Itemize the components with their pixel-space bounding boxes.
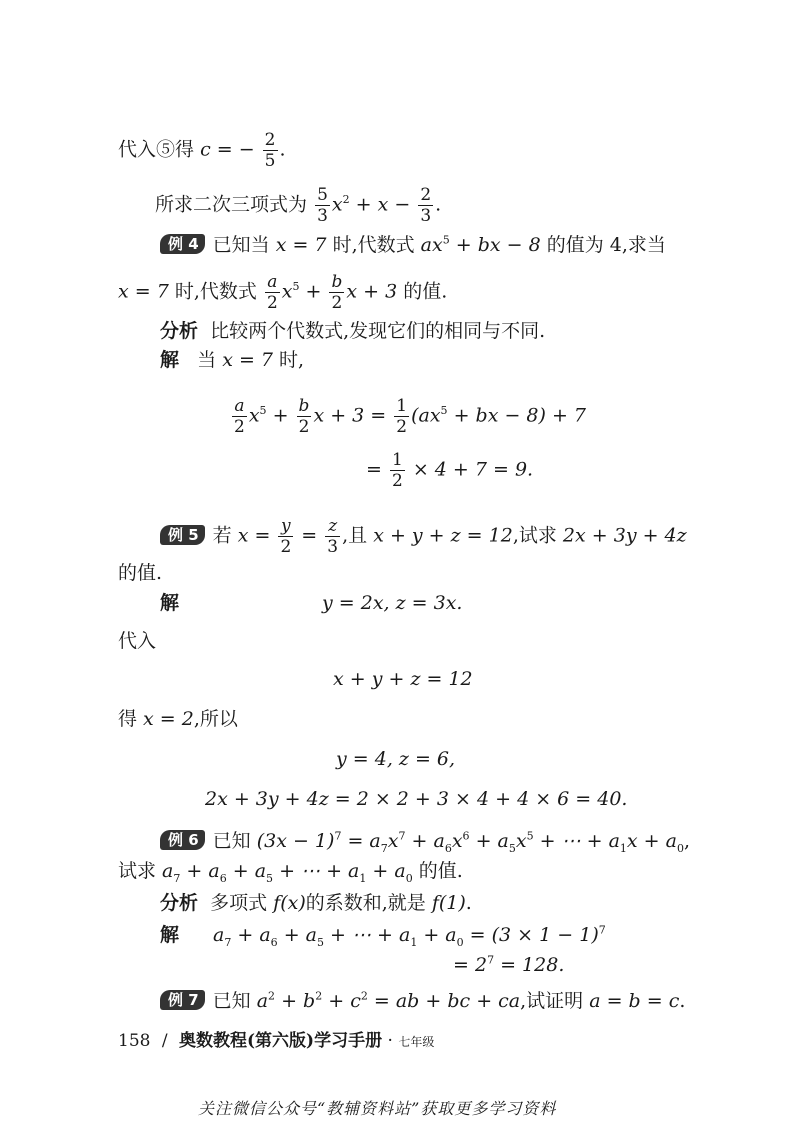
example-5-solution <box>160 590 179 616</box>
text: 的值. <box>412 860 463 882</box>
numerator: 1 <box>391 450 403 470</box>
subscript: 6 <box>219 871 227 885</box>
exponent: 5 <box>526 829 534 843</box>
numerator: 1 <box>396 396 408 416</box>
math: = <box>366 458 388 481</box>
page-footer <box>118 1026 434 1051</box>
math: + x − <box>349 193 411 216</box>
example-5-badge: 例 5 <box>160 525 205 545</box>
example-4-line1 <box>160 232 666 258</box>
math: x <box>248 404 260 427</box>
fraction <box>390 450 405 491</box>
math: 2x + 3y + 4z <box>562 524 687 547</box>
math: + bx − 8 <box>449 234 541 256</box>
denominator: 2 <box>391 471 403 491</box>
text: 当 <box>197 349 223 371</box>
math: f(1) <box>431 892 466 914</box>
exponent: 6 <box>462 829 470 843</box>
solution-line-c <box>118 130 286 171</box>
math: + a <box>180 860 220 882</box>
denominator: 2 <box>329 292 344 313</box>
denominator: 2 <box>280 537 292 557</box>
watermark-text: 关注微信公众号“教辅资料站”获取更多学习资料 <box>198 1099 557 1118</box>
solution-label: 解 <box>160 924 180 946</box>
math: = 128. <box>494 954 565 976</box>
math: + ⋯ + a <box>273 860 360 882</box>
exponent: 7 <box>598 923 606 937</box>
subscript: 0 <box>456 935 464 949</box>
denominator: 5 <box>264 151 276 171</box>
example-5-get <box>118 706 238 732</box>
exponent: 5 <box>259 404 267 418</box>
math: ax <box>420 234 443 256</box>
text: 所求二次三项式为 <box>155 193 308 216</box>
solution-label: 解 <box>160 349 180 371</box>
footer-dot: · <box>387 1031 393 1051</box>
numerator: b <box>331 272 343 292</box>
math: x + 3 = <box>313 404 393 427</box>
text: , <box>683 830 690 852</box>
text: . <box>679 990 686 1012</box>
example-5-line2 <box>118 560 162 586</box>
subscript: 1 <box>410 935 418 949</box>
subscript: 0 <box>405 871 413 885</box>
example-6-analysis <box>160 890 472 916</box>
text: ,试证明 <box>520 990 590 1012</box>
text: . <box>279 138 286 161</box>
math: + bx − 8) + 7 <box>447 404 587 427</box>
math: x <box>281 280 293 303</box>
math: x <box>331 193 343 216</box>
numerator: 2 <box>420 185 432 205</box>
example-5-equation-2 <box>336 746 455 772</box>
numerator: a <box>234 396 245 416</box>
example-4-line2 <box>118 272 447 313</box>
exponent: 7 <box>334 829 342 843</box>
exponent: 5 <box>442 233 450 247</box>
text: 已知 <box>212 830 257 852</box>
example-4-equation-1 <box>230 396 586 437</box>
book-title: 奥数教程(第六版)学习手册 <box>179 1031 383 1051</box>
math: = (3 × 1 − 1) <box>463 924 599 946</box>
example-4-analysis <box>160 318 545 344</box>
math: x = <box>237 524 277 547</box>
math: a = b = c <box>589 990 680 1012</box>
grade-label: 七年级 <box>398 1035 435 1049</box>
example-4-solution <box>160 347 304 373</box>
math: x + a <box>626 830 677 852</box>
math: × 4 + 7 = 9. <box>406 458 534 481</box>
text: 代入⑤得 <box>118 138 195 161</box>
math: + <box>266 404 295 427</box>
math: x + y + z = 12 <box>333 668 473 690</box>
math: x <box>451 830 463 852</box>
math: a <box>213 924 225 946</box>
math: a <box>162 860 174 882</box>
fraction <box>263 130 278 171</box>
example-7-badge: 例 7 <box>160 990 205 1010</box>
fraction <box>278 516 293 557</box>
example-4-equation-2 <box>366 450 533 491</box>
text: 的值. <box>397 280 448 303</box>
denominator: 2 <box>297 416 312 437</box>
example-4-badge: 例 4 <box>160 234 205 254</box>
analysis-label: 分析 <box>160 320 199 342</box>
math: + a <box>405 830 445 852</box>
example-6-solution-eq2 <box>453 952 564 978</box>
text: ,且 <box>342 524 374 547</box>
text: 试求 <box>118 860 163 882</box>
subscript: 0 <box>676 841 684 855</box>
example-6-line2 <box>118 858 463 884</box>
exponent: 2 <box>315 989 323 1003</box>
fraction <box>297 396 312 437</box>
numerator: b <box>298 396 310 416</box>
math: (3x − 1) <box>256 830 335 852</box>
subscript: 7 <box>224 935 232 949</box>
numerator: y <box>281 516 291 536</box>
math: = 2 <box>453 954 488 976</box>
text: 已知当 <box>212 234 276 256</box>
fraction <box>418 185 433 226</box>
text: 时,代数式 <box>326 234 421 256</box>
math: + a <box>469 830 509 852</box>
denominator: 3 <box>420 206 432 226</box>
numerator: a <box>267 272 278 292</box>
math: x + 3 <box>346 280 398 303</box>
math: x = 2 <box>143 708 194 730</box>
math: x = 7 <box>275 234 327 256</box>
text: 时, <box>273 349 305 371</box>
analysis-label: 分析 <box>160 892 199 914</box>
math: = ab + bc + ca <box>367 990 521 1012</box>
subscript: 6 <box>444 841 452 855</box>
text: 时,代数式 <box>168 280 263 303</box>
denominator: 3 <box>317 206 328 226</box>
math: = <box>295 524 324 547</box>
fraction <box>325 516 340 557</box>
exponent: 5 <box>440 404 448 418</box>
math: = a <box>341 830 381 852</box>
math: + a <box>231 924 271 946</box>
example-5-equation-3 <box>205 786 627 812</box>
exponent: 2 <box>342 193 350 207</box>
exponent: 2 <box>360 989 368 1003</box>
text: . <box>435 193 442 216</box>
text: 的值为 4,求当 <box>540 234 666 256</box>
subscript: 6 <box>270 935 278 949</box>
example-7-line1 <box>160 988 685 1014</box>
denominator: 3 <box>327 537 339 557</box>
text: . <box>465 892 472 914</box>
text: ,所以 <box>193 708 238 730</box>
text: 代入 <box>118 630 157 652</box>
example-5-substitute <box>118 628 156 654</box>
denominator: 2 <box>234 417 245 437</box>
fraction <box>315 185 330 226</box>
example-6-solution <box>160 922 179 948</box>
example-6-line1 <box>160 828 690 854</box>
math: f(x) <box>273 892 306 914</box>
math: y = 2x, z = 3x. <box>322 592 463 614</box>
subscript: 7 <box>173 871 181 885</box>
example-6-solution-eq1 <box>213 922 606 948</box>
fraction <box>394 396 409 437</box>
denominator: 2 <box>396 417 408 437</box>
math: c = − <box>200 138 255 161</box>
math: x + y + z = 12 <box>373 524 513 547</box>
fraction <box>265 272 280 313</box>
subscript: 5 <box>508 841 516 855</box>
math: + a <box>226 860 267 882</box>
denominator: 2 <box>266 293 278 313</box>
example-5-solution-math <box>322 590 462 616</box>
math: + a <box>366 860 406 882</box>
text: 已知 <box>212 990 257 1012</box>
page-number: 158 <box>118 1031 151 1051</box>
subscript: 1 <box>359 871 367 885</box>
math: + c <box>322 990 361 1012</box>
fraction <box>329 272 344 313</box>
math: + ⋯ + a <box>323 924 411 946</box>
example-5-line1 <box>160 516 687 557</box>
numerator: 2 <box>264 130 276 150</box>
text: 多项式 <box>210 892 274 914</box>
result-polynomial-line <box>155 185 441 226</box>
exponent: 5 <box>292 280 300 294</box>
subscript: 7 <box>380 841 388 855</box>
math: + a <box>417 924 457 946</box>
math: + <box>299 280 328 303</box>
footer-slash: / <box>161 1031 168 1051</box>
text: 的系数和,就是 <box>305 892 432 914</box>
math: 2x + 3y + 4z = 2 × 2 + 3 × 4 + 4 × 6 = 40. <box>205 788 628 810</box>
math: + b <box>275 990 316 1012</box>
exponent: 7 <box>487 953 495 967</box>
math: x = 7 <box>222 349 273 371</box>
math: x <box>515 830 527 852</box>
subscript: 5 <box>266 871 274 885</box>
text: 比较两个代数式,发现它们的相同与不同. <box>210 320 546 342</box>
text: 的值. <box>118 562 163 584</box>
math: y = 4, z = 6, <box>336 748 456 770</box>
math: + ⋯ + a <box>533 830 620 852</box>
text: ,试求 <box>512 524 563 547</box>
solution-label: 解 <box>160 592 180 614</box>
numerator: z <box>328 516 338 536</box>
text: 若 <box>212 524 238 547</box>
fraction <box>232 396 247 437</box>
subscript: 5 <box>316 935 324 949</box>
math: x <box>387 830 399 852</box>
exponent: 2 <box>268 989 276 1003</box>
math: x = 7 <box>118 280 169 303</box>
example-5-equation <box>333 666 473 692</box>
text: 得 <box>118 708 144 730</box>
exponent: 7 <box>398 829 406 843</box>
numerator: 5 <box>317 185 328 205</box>
math: a <box>256 990 269 1012</box>
subscript: 1 <box>619 841 627 855</box>
example-6-badge: 例 6 <box>160 830 205 850</box>
math: + a <box>277 924 317 946</box>
math: (ax <box>411 404 441 427</box>
